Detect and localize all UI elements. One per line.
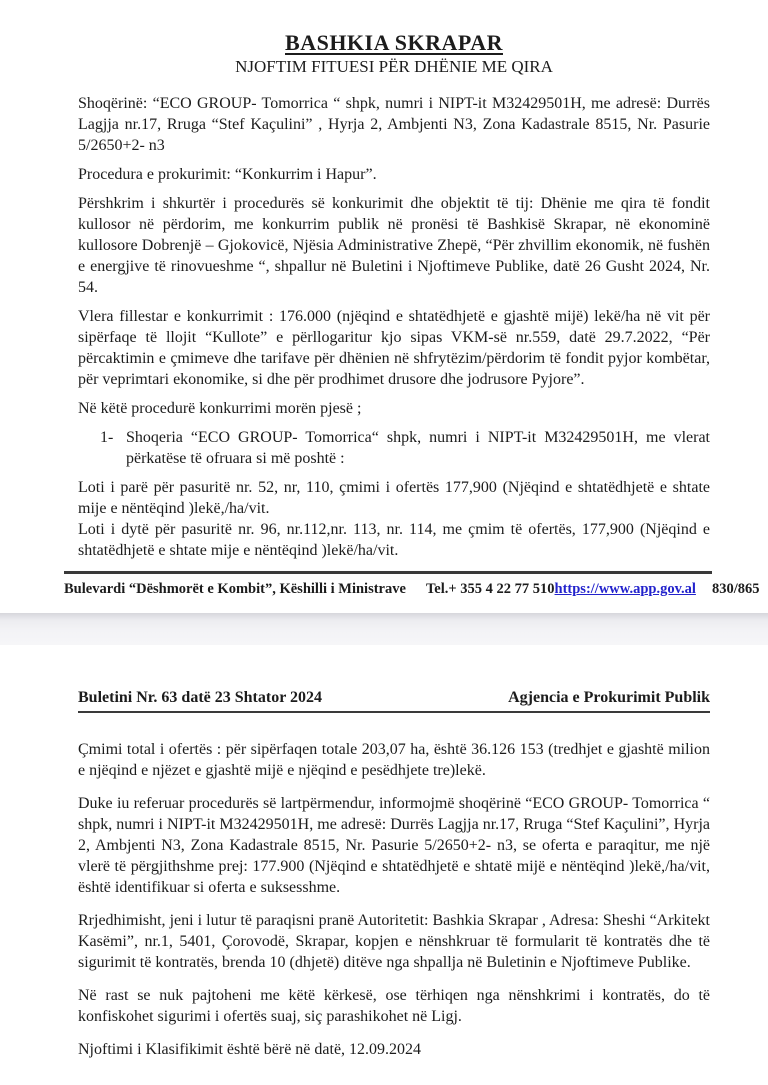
page-footer <box>64 571 760 598</box>
page-2 <box>0 645 768 1085</box>
footer-left-group <box>64 581 555 598</box>
paragraph-company-info: Shoqërinë: “ECO GROUP- Tomorrica “ shpk, numri i NIPT-it M32429501H, me adresë: Durrës Lagjja nr.17, Rruga “Stef Kaçulini” , Hyrja 2, Ambjenti N3, Zona Kadastrale 8515, Nr. Pasurie 5/2650+2- n3 <box>78 95 710 154</box>
paragraph-classification-date: Njoftimi i Klasifikimit është bërë në datë, 12.09.2024 <box>78 1041 422 1058</box>
paragraph-lot-2: Loti i dytë për pasuritë nr. 96, nr.112,nr. 113, nr. 114, me çmim të ofertës, 177,900 (Njëqind e shtatëdhjetë e shtate mije e nëntëqind )lekë/ha/vit. <box>78 521 710 559</box>
page-subtitle: NJOFTIM FITUESI PËR DHËNIE ME QIRA <box>235 57 553 76</box>
footer-phone: Tel.+ 355 4 22 77 510 <box>425 581 555 597</box>
paragraph-forfeit-warning: Në rast se nuk pajtoheni me këtë kërkesë, ose tërhiqen nga nënshkrimi i kontratës, do të konfiskohet sigurimi i ofertës suaj, siç parashikohet në Ligj. <box>78 987 710 1025</box>
list-item-text: Shoqeria “ECO GROUP- Tomorrica“ shpk, numri i NIPT-it M32429501H, me vlerat përkatëse të ofruara si më poshtë : <box>126 429 710 467</box>
page2-header <box>78 687 710 713</box>
page-gap <box>0 613 768 645</box>
page-title: BASHKIA SKRAPAR <box>285 30 503 55</box>
footer-address: Bulevardi “Dëshmorët e Kombit”, Këshilli i Ministrave <box>64 581 406 597</box>
paragraph-contract-instructions: Rrjedhimisht, jeni i lutur të paraqisni pranë Autoritetit: Bashkia Skrapar , Adresa: Sheshi “Arkitekt Kasëmi”, nr.1, 5401, Çorovodë, Skrapar, kopjen e nënshkruar të formularit të kontratës dhe të sigurimit të kontratës, brenda 10 (dhjetë) ditëve nga shpallja në Buletinin e Njoftimeve Publike. <box>78 912 710 971</box>
paragraph-initial-value: Vlera fillestar e konkurrimit : 176.000 (njëqind e shtatëdhjetë e gjashtë mijë) lekë/ha në vit për sipërfaqe të llojit “Kullote” e përllogaritur kjo sipas VKM-së nr.559, datë 29.7.2022, “Për përcaktimin e çmimeve dhe tarifave për dhënien në shfrytëzim/përdorim të fondit pyjor kombëtar, për veprimtari ekonomike, si dhe për prodhimet drusore dhe jodrusore Pyjore”. <box>78 308 710 388</box>
agency-name: Agjencia e Prokurimit Publik <box>508 689 710 706</box>
paragraph-total-price: Çmimi total i ofertës : për sipërfaqen totale 203,07 ha, është 36.126 153 (tredhjet e gjashtë milion e njëqind e njëzet e gjashtë mijë e njëqind e pesëdhjete tre)lekë. <box>78 741 710 779</box>
paragraph-successful-offer: Duke iu referuar procedurës së lartpërmendur, informojmë shoqërinë “ECO GROUP- Tomorrica “ shpk, numri i NIPT-it M32429501H, me adresë: Durrës Lagjja nr.17, Rruga “Stef Kaçulini”, Hyrja 2, Ambjenti N3, Zona Kadastrale 8515, Nr. Pasurie 5/2650+2- n3, se oferta e paraqitur, me një vlerë të përgjithshme prej: 177.900 (Njëqind e shtatëdhjetë e shtatë mijë e nëntëqind )lekë,/ha/vit, është identifikuar si oferta e suksesshme. <box>78 795 710 896</box>
paragraph-lot-1: Loti i parë për pasuritë nr. 52, nr, 110, çmimi i ofertës 177,900 (Njëqind e shtatëdhjetë e shtate mije e nëntëqind )lekë,/ha/vit. <box>78 479 710 517</box>
footer-right-group <box>555 581 760 598</box>
list-item-bidder <box>100 427 710 469</box>
list-item-number: 1- <box>100 429 114 446</box>
paragraph-description: Përshkrim i shkurtër i procedurës së konkurimit dhe objektit të tij: Dhënie me qira të fondit kullosor në përdorim, me konkurrim publik në pronësi të Bashkisë Skrapar, në ekonominë kullosore Dobrenjë – Gjokovicë, Njësia Administrative Zhepë, “Për zhvillim ekonomik, në fushën e energjive të rinovueshme “, shpallur në Buletini i Njoftimeve Publike, datë 26 Gusht 2024, Nr. 54. <box>78 195 710 296</box>
footer-website-link[interactable]: https://www.app.gov.al <box>554 581 696 597</box>
paragraph-participants-intro: Në këtë procedurë konkurrimi morën pjesë ; <box>78 400 362 417</box>
paragraph-procedure: Procedura e prokurimit: “Konkurrim i Hapur”. <box>78 166 377 183</box>
footer-page-indicator: 830/865 <box>711 581 760 597</box>
bulletin-number-date: Buletini Nr. 63 datë 23 Shtator 2024 <box>78 689 323 706</box>
